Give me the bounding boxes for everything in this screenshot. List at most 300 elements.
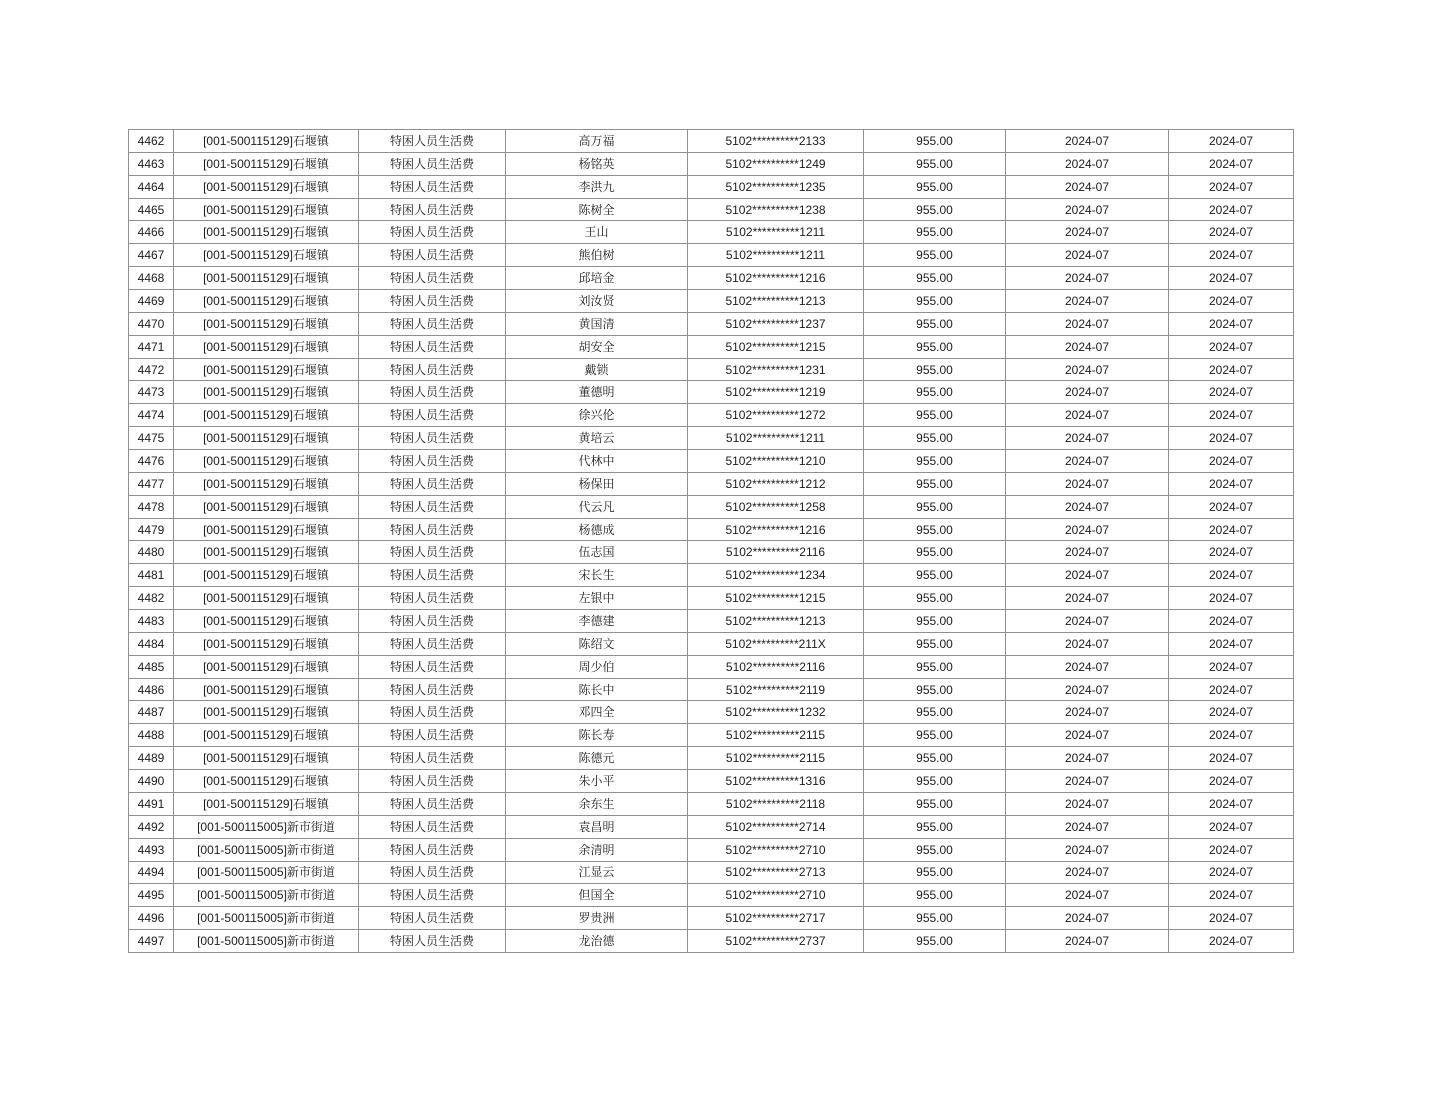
table-row xyxy=(129,221,1294,244)
cell-grant-month: 2024-07 xyxy=(1169,632,1294,655)
cell-person-name: 罗贵洲 xyxy=(506,907,688,930)
cell-org-unit: [001-500115129]石堰镇 xyxy=(174,472,359,495)
cell-row-number: 4478 xyxy=(129,495,174,518)
cell-person-name: 朱小平 xyxy=(506,770,688,793)
cell-subsidy-type: 特困人员生活费 xyxy=(359,312,506,335)
cell-id-number: 5102**********2737 xyxy=(688,930,864,953)
cell-grant-month: 2024-07 xyxy=(1169,404,1294,427)
cell-grant-month: 2024-07 xyxy=(1169,358,1294,381)
cell-org-unit: [001-500115129]石堰镇 xyxy=(174,747,359,770)
table-row xyxy=(129,518,1294,541)
cell-person-name: 杨铭英 xyxy=(506,152,688,175)
cell-row-number: 4492 xyxy=(129,815,174,838)
cell-subsidy-type: 特困人员生活费 xyxy=(359,838,506,861)
cell-issue-month: 2024-07 xyxy=(1006,930,1169,953)
cell-id-number: 5102**********2713 xyxy=(688,861,864,884)
cell-issue-month: 2024-07 xyxy=(1006,518,1169,541)
cell-person-name: 陈树全 xyxy=(506,198,688,221)
cell-issue-month: 2024-07 xyxy=(1006,335,1169,358)
cell-id-number: 5102**********1238 xyxy=(688,198,864,221)
cell-amount: 955.00 xyxy=(864,450,1006,473)
cell-row-number: 4465 xyxy=(129,198,174,221)
cell-row-number: 4476 xyxy=(129,450,174,473)
table-row xyxy=(129,404,1294,427)
cell-grant-month: 2024-07 xyxy=(1169,198,1294,221)
cell-id-number: 5102**********2115 xyxy=(688,724,864,747)
cell-row-number: 4462 xyxy=(129,130,174,153)
cell-subsidy-type: 特困人员生活费 xyxy=(359,427,506,450)
cell-person-name: 周少伯 xyxy=(506,655,688,678)
cell-subsidy-type: 特困人员生活费 xyxy=(359,404,506,427)
table-row xyxy=(129,587,1294,610)
table-row xyxy=(129,427,1294,450)
cell-id-number: 5102**********2116 xyxy=(688,541,864,564)
cell-row-number: 4464 xyxy=(129,175,174,198)
cell-id-number: 5102**********1258 xyxy=(688,495,864,518)
cell-row-number: 4475 xyxy=(129,427,174,450)
cell-subsidy-type: 特困人员生活费 xyxy=(359,175,506,198)
cell-person-name: 陈绍文 xyxy=(506,632,688,655)
cell-org-unit: [001-500115129]石堰镇 xyxy=(174,335,359,358)
cell-person-name: 徐兴伦 xyxy=(506,404,688,427)
cell-subsidy-type: 特困人员生活费 xyxy=(359,335,506,358)
cell-id-number: 5102**********1272 xyxy=(688,404,864,427)
cell-person-name: 伍志国 xyxy=(506,541,688,564)
cell-subsidy-type: 特困人员生活费 xyxy=(359,610,506,633)
table-row xyxy=(129,335,1294,358)
table-row xyxy=(129,861,1294,884)
cell-subsidy-type: 特困人员生活费 xyxy=(359,701,506,724)
cell-amount: 955.00 xyxy=(864,244,1006,267)
cell-issue-month: 2024-07 xyxy=(1006,632,1169,655)
cell-id-number: 5102**********1213 xyxy=(688,290,864,313)
cell-grant-month: 2024-07 xyxy=(1169,884,1294,907)
cell-grant-month: 2024-07 xyxy=(1169,152,1294,175)
cell-grant-month: 2024-07 xyxy=(1169,815,1294,838)
subsidy-table-body xyxy=(129,130,1294,953)
table-row xyxy=(129,838,1294,861)
cell-issue-month: 2024-07 xyxy=(1006,152,1169,175)
cell-subsidy-type: 特困人员生活费 xyxy=(359,541,506,564)
cell-person-name: 胡安全 xyxy=(506,335,688,358)
cell-issue-month: 2024-07 xyxy=(1006,244,1169,267)
cell-issue-month: 2024-07 xyxy=(1006,450,1169,473)
cell-org-unit: [001-500115129]石堰镇 xyxy=(174,244,359,267)
cell-subsidy-type: 特困人员生活费 xyxy=(359,632,506,655)
cell-amount: 955.00 xyxy=(864,747,1006,770)
cell-id-number: 5102**********1212 xyxy=(688,472,864,495)
cell-amount: 955.00 xyxy=(864,312,1006,335)
cell-person-name: 刘汝贤 xyxy=(506,290,688,313)
cell-person-name: 龙治德 xyxy=(506,930,688,953)
cell-amount: 955.00 xyxy=(864,358,1006,381)
cell-issue-month: 2024-07 xyxy=(1006,427,1169,450)
cell-grant-month: 2024-07 xyxy=(1169,130,1294,153)
cell-issue-month: 2024-07 xyxy=(1006,198,1169,221)
cell-issue-month: 2024-07 xyxy=(1006,130,1169,153)
cell-person-name: 陈长中 xyxy=(506,678,688,701)
cell-row-number: 4481 xyxy=(129,564,174,587)
cell-amount: 955.00 xyxy=(864,152,1006,175)
cell-amount: 955.00 xyxy=(864,290,1006,313)
cell-org-unit: [001-500115005]新市街道 xyxy=(174,930,359,953)
cell-issue-month: 2024-07 xyxy=(1006,770,1169,793)
cell-issue-month: 2024-07 xyxy=(1006,221,1169,244)
cell-amount: 955.00 xyxy=(864,175,1006,198)
cell-issue-month: 2024-07 xyxy=(1006,381,1169,404)
cell-amount: 955.00 xyxy=(864,427,1006,450)
cell-amount: 955.00 xyxy=(864,655,1006,678)
cell-person-name: 代云凡 xyxy=(506,495,688,518)
cell-org-unit: [001-500115129]石堰镇 xyxy=(174,175,359,198)
cell-subsidy-type: 特困人员生活费 xyxy=(359,861,506,884)
cell-row-number: 4473 xyxy=(129,381,174,404)
cell-issue-month: 2024-07 xyxy=(1006,907,1169,930)
cell-row-number: 4467 xyxy=(129,244,174,267)
cell-org-unit: [001-500115005]新市街道 xyxy=(174,815,359,838)
cell-grant-month: 2024-07 xyxy=(1169,450,1294,473)
cell-id-number: 5102**********2115 xyxy=(688,747,864,770)
cell-org-unit: [001-500115129]石堰镇 xyxy=(174,678,359,701)
cell-issue-month: 2024-07 xyxy=(1006,290,1169,313)
cell-person-name: 陈德元 xyxy=(506,747,688,770)
cell-subsidy-type: 特困人员生活费 xyxy=(359,655,506,678)
cell-id-number: 5102**********1215 xyxy=(688,335,864,358)
cell-person-name: 熊伯树 xyxy=(506,244,688,267)
cell-person-name: 邓四全 xyxy=(506,701,688,724)
cell-grant-month: 2024-07 xyxy=(1169,518,1294,541)
cell-row-number: 4474 xyxy=(129,404,174,427)
cell-person-name: 宋长生 xyxy=(506,564,688,587)
cell-amount: 955.00 xyxy=(864,495,1006,518)
cell-org-unit: [001-500115129]石堰镇 xyxy=(174,518,359,541)
cell-issue-month: 2024-07 xyxy=(1006,267,1169,290)
cell-subsidy-type: 特困人员生活费 xyxy=(359,198,506,221)
cell-amount: 955.00 xyxy=(864,701,1006,724)
cell-amount: 955.00 xyxy=(864,221,1006,244)
cell-issue-month: 2024-07 xyxy=(1006,312,1169,335)
cell-org-unit: [001-500115129]石堰镇 xyxy=(174,541,359,564)
table-row xyxy=(129,130,1294,153)
cell-person-name: 江显云 xyxy=(506,861,688,884)
cell-org-unit: [001-500115005]新市街道 xyxy=(174,907,359,930)
cell-amount: 955.00 xyxy=(864,907,1006,930)
cell-grant-month: 2024-07 xyxy=(1169,770,1294,793)
cell-org-unit: [001-500115129]石堰镇 xyxy=(174,427,359,450)
cell-subsidy-type: 特困人员生活费 xyxy=(359,358,506,381)
cell-org-unit: [001-500115129]石堰镇 xyxy=(174,381,359,404)
table-row xyxy=(129,655,1294,678)
cell-row-number: 4494 xyxy=(129,861,174,884)
cell-grant-month: 2024-07 xyxy=(1169,564,1294,587)
cell-id-number: 5102**********2710 xyxy=(688,884,864,907)
cell-amount: 955.00 xyxy=(864,541,1006,564)
cell-row-number: 4497 xyxy=(129,930,174,953)
cell-org-unit: [001-500115129]石堰镇 xyxy=(174,632,359,655)
cell-subsidy-type: 特困人员生活费 xyxy=(359,221,506,244)
cell-issue-month: 2024-07 xyxy=(1006,358,1169,381)
cell-person-name: 杨德成 xyxy=(506,518,688,541)
cell-id-number: 5102**********2119 xyxy=(688,678,864,701)
subsidy-table-container xyxy=(128,129,1294,953)
cell-subsidy-type: 特困人员生活费 xyxy=(359,381,506,404)
table-row xyxy=(129,907,1294,930)
cell-subsidy-type: 特困人员生活费 xyxy=(359,244,506,267)
cell-id-number: 5102**********1213 xyxy=(688,610,864,633)
cell-subsidy-type: 特困人员生活费 xyxy=(359,450,506,473)
cell-row-number: 4490 xyxy=(129,770,174,793)
cell-grant-month: 2024-07 xyxy=(1169,221,1294,244)
cell-org-unit: [001-500115129]石堰镇 xyxy=(174,587,359,610)
cell-row-number: 4470 xyxy=(129,312,174,335)
cell-issue-month: 2024-07 xyxy=(1006,838,1169,861)
cell-row-number: 4468 xyxy=(129,267,174,290)
cell-subsidy-type: 特困人员生活费 xyxy=(359,152,506,175)
cell-id-number: 5102**********1215 xyxy=(688,587,864,610)
cell-grant-month: 2024-07 xyxy=(1169,792,1294,815)
cell-subsidy-type: 特困人员生活费 xyxy=(359,130,506,153)
cell-person-name: 邱培金 xyxy=(506,267,688,290)
cell-grant-month: 2024-07 xyxy=(1169,907,1294,930)
cell-issue-month: 2024-07 xyxy=(1006,655,1169,678)
cell-person-name: 但国全 xyxy=(506,884,688,907)
table-row xyxy=(129,610,1294,633)
cell-grant-month: 2024-07 xyxy=(1169,838,1294,861)
cell-subsidy-type: 特困人员生活费 xyxy=(359,267,506,290)
cell-row-number: 4480 xyxy=(129,541,174,564)
cell-person-name: 陈长寿 xyxy=(506,724,688,747)
cell-row-number: 4483 xyxy=(129,610,174,633)
cell-amount: 955.00 xyxy=(864,930,1006,953)
cell-id-number: 5102**********1249 xyxy=(688,152,864,175)
cell-amount: 955.00 xyxy=(864,267,1006,290)
cell-org-unit: [001-500115005]新市街道 xyxy=(174,884,359,907)
cell-id-number: 5102**********211X xyxy=(688,632,864,655)
cell-id-number: 5102**********2118 xyxy=(688,792,864,815)
cell-grant-month: 2024-07 xyxy=(1169,175,1294,198)
cell-subsidy-type: 特困人员生活费 xyxy=(359,792,506,815)
cell-row-number: 4477 xyxy=(129,472,174,495)
cell-id-number: 5102**********1211 xyxy=(688,427,864,450)
cell-amount: 955.00 xyxy=(864,381,1006,404)
cell-amount: 955.00 xyxy=(864,587,1006,610)
table-row xyxy=(129,815,1294,838)
cell-amount: 955.00 xyxy=(864,792,1006,815)
cell-subsidy-type: 特困人员生活费 xyxy=(359,770,506,793)
cell-subsidy-type: 特困人员生活费 xyxy=(359,884,506,907)
cell-person-name: 王山 xyxy=(506,221,688,244)
cell-grant-month: 2024-07 xyxy=(1169,861,1294,884)
cell-issue-month: 2024-07 xyxy=(1006,678,1169,701)
cell-grant-month: 2024-07 xyxy=(1169,335,1294,358)
cell-subsidy-type: 特困人员生活费 xyxy=(359,724,506,747)
cell-grant-month: 2024-07 xyxy=(1169,312,1294,335)
table-row xyxy=(129,381,1294,404)
cell-id-number: 5102**********1316 xyxy=(688,770,864,793)
cell-issue-month: 2024-07 xyxy=(1006,815,1169,838)
cell-id-number: 5102**********2710 xyxy=(688,838,864,861)
cell-grant-month: 2024-07 xyxy=(1169,747,1294,770)
cell-row-number: 4491 xyxy=(129,792,174,815)
cell-issue-month: 2024-07 xyxy=(1006,701,1169,724)
subsidy-table xyxy=(128,129,1294,953)
table-row xyxy=(129,724,1294,747)
cell-org-unit: [001-500115129]石堰镇 xyxy=(174,130,359,153)
table-row xyxy=(129,450,1294,473)
cell-grant-month: 2024-07 xyxy=(1169,427,1294,450)
cell-person-name: 余东生 xyxy=(506,792,688,815)
cell-amount: 955.00 xyxy=(864,472,1006,495)
cell-person-name: 李德建 xyxy=(506,610,688,633)
cell-org-unit: [001-500115129]石堰镇 xyxy=(174,610,359,633)
table-row xyxy=(129,472,1294,495)
cell-grant-month: 2024-07 xyxy=(1169,381,1294,404)
table-row xyxy=(129,930,1294,953)
cell-grant-month: 2024-07 xyxy=(1169,472,1294,495)
cell-grant-month: 2024-07 xyxy=(1169,724,1294,747)
cell-grant-month: 2024-07 xyxy=(1169,655,1294,678)
cell-amount: 955.00 xyxy=(864,130,1006,153)
cell-row-number: 4489 xyxy=(129,747,174,770)
table-row xyxy=(129,152,1294,175)
cell-org-unit: [001-500115129]石堰镇 xyxy=(174,221,359,244)
cell-grant-month: 2024-07 xyxy=(1169,244,1294,267)
cell-grant-month: 2024-07 xyxy=(1169,610,1294,633)
table-row xyxy=(129,175,1294,198)
cell-issue-month: 2024-07 xyxy=(1006,564,1169,587)
cell-id-number: 5102**********1231 xyxy=(688,358,864,381)
cell-org-unit: [001-500115129]石堰镇 xyxy=(174,450,359,473)
table-row xyxy=(129,747,1294,770)
table-row xyxy=(129,244,1294,267)
cell-id-number: 5102**********2133 xyxy=(688,130,864,153)
cell-org-unit: [001-500115129]石堰镇 xyxy=(174,267,359,290)
table-row xyxy=(129,884,1294,907)
cell-person-name: 黄国清 xyxy=(506,312,688,335)
cell-issue-month: 2024-07 xyxy=(1006,472,1169,495)
cell-org-unit: [001-500115005]新市街道 xyxy=(174,861,359,884)
table-row xyxy=(129,541,1294,564)
cell-id-number: 5102**********1219 xyxy=(688,381,864,404)
cell-amount: 955.00 xyxy=(864,518,1006,541)
cell-person-name: 余清明 xyxy=(506,838,688,861)
cell-amount: 955.00 xyxy=(864,884,1006,907)
cell-id-number: 5102**********1211 xyxy=(688,221,864,244)
cell-subsidy-type: 特困人员生活费 xyxy=(359,564,506,587)
cell-org-unit: [001-500115129]石堰镇 xyxy=(174,198,359,221)
cell-row-number: 4469 xyxy=(129,290,174,313)
cell-amount: 955.00 xyxy=(864,861,1006,884)
cell-id-number: 5102**********1211 xyxy=(688,244,864,267)
cell-issue-month: 2024-07 xyxy=(1006,404,1169,427)
cell-grant-month: 2024-07 xyxy=(1169,290,1294,313)
cell-grant-month: 2024-07 xyxy=(1169,930,1294,953)
cell-row-number: 4493 xyxy=(129,838,174,861)
cell-grant-month: 2024-07 xyxy=(1169,541,1294,564)
cell-org-unit: [001-500115129]石堰镇 xyxy=(174,358,359,381)
cell-amount: 955.00 xyxy=(864,770,1006,793)
cell-subsidy-type: 特困人员生活费 xyxy=(359,495,506,518)
cell-person-name: 高万福 xyxy=(506,130,688,153)
cell-row-number: 4466 xyxy=(129,221,174,244)
cell-org-unit: [001-500115129]石堰镇 xyxy=(174,152,359,175)
cell-grant-month: 2024-07 xyxy=(1169,701,1294,724)
cell-row-number: 4471 xyxy=(129,335,174,358)
cell-org-unit: [001-500115129]石堰镇 xyxy=(174,770,359,793)
cell-issue-month: 2024-07 xyxy=(1006,747,1169,770)
table-row xyxy=(129,701,1294,724)
cell-id-number: 5102**********1232 xyxy=(688,701,864,724)
cell-org-unit: [001-500115129]石堰镇 xyxy=(174,701,359,724)
table-row xyxy=(129,632,1294,655)
cell-amount: 955.00 xyxy=(864,678,1006,701)
cell-org-unit: [001-500115129]石堰镇 xyxy=(174,312,359,335)
cell-row-number: 4482 xyxy=(129,587,174,610)
cell-grant-month: 2024-07 xyxy=(1169,267,1294,290)
cell-id-number: 5102**********2714 xyxy=(688,815,864,838)
table-row xyxy=(129,564,1294,587)
cell-row-number: 4486 xyxy=(129,678,174,701)
cell-id-number: 5102**********1234 xyxy=(688,564,864,587)
cell-person-name: 代林中 xyxy=(506,450,688,473)
cell-person-name: 黄培云 xyxy=(506,427,688,450)
table-row xyxy=(129,267,1294,290)
cell-subsidy-type: 特困人员生活费 xyxy=(359,678,506,701)
cell-id-number: 5102**********1216 xyxy=(688,518,864,541)
table-row xyxy=(129,495,1294,518)
cell-org-unit: [001-500115129]石堰镇 xyxy=(174,564,359,587)
cell-id-number: 5102**********1237 xyxy=(688,312,864,335)
cell-row-number: 4485 xyxy=(129,655,174,678)
cell-person-name: 董德明 xyxy=(506,381,688,404)
cell-amount: 955.00 xyxy=(864,610,1006,633)
cell-amount: 955.00 xyxy=(864,198,1006,221)
cell-org-unit: [001-500115005]新市街道 xyxy=(174,838,359,861)
cell-subsidy-type: 特困人员生活费 xyxy=(359,472,506,495)
cell-person-name: 袁昌明 xyxy=(506,815,688,838)
cell-org-unit: [001-500115129]石堰镇 xyxy=(174,290,359,313)
cell-subsidy-type: 特困人员生活费 xyxy=(359,815,506,838)
cell-grant-month: 2024-07 xyxy=(1169,587,1294,610)
cell-row-number: 4488 xyxy=(129,724,174,747)
cell-subsidy-type: 特困人员生活费 xyxy=(359,907,506,930)
cell-grant-month: 2024-07 xyxy=(1169,495,1294,518)
cell-id-number: 5102**********2116 xyxy=(688,655,864,678)
cell-row-number: 4472 xyxy=(129,358,174,381)
cell-issue-month: 2024-07 xyxy=(1006,861,1169,884)
cell-row-number: 4463 xyxy=(129,152,174,175)
table-row xyxy=(129,678,1294,701)
table-row xyxy=(129,312,1294,335)
cell-amount: 955.00 xyxy=(864,724,1006,747)
cell-id-number: 5102**********2717 xyxy=(688,907,864,930)
cell-subsidy-type: 特困人员生活费 xyxy=(359,930,506,953)
cell-issue-month: 2024-07 xyxy=(1006,724,1169,747)
cell-amount: 955.00 xyxy=(864,632,1006,655)
cell-issue-month: 2024-07 xyxy=(1006,587,1169,610)
cell-issue-month: 2024-07 xyxy=(1006,884,1169,907)
cell-issue-month: 2024-07 xyxy=(1006,175,1169,198)
cell-org-unit: [001-500115129]石堰镇 xyxy=(174,495,359,518)
cell-grant-month: 2024-07 xyxy=(1169,678,1294,701)
cell-person-name: 李洪九 xyxy=(506,175,688,198)
cell-person-name: 左银中 xyxy=(506,587,688,610)
cell-issue-month: 2024-07 xyxy=(1006,610,1169,633)
cell-row-number: 4487 xyxy=(129,701,174,724)
cell-row-number: 4495 xyxy=(129,884,174,907)
cell-amount: 955.00 xyxy=(864,564,1006,587)
table-row xyxy=(129,290,1294,313)
